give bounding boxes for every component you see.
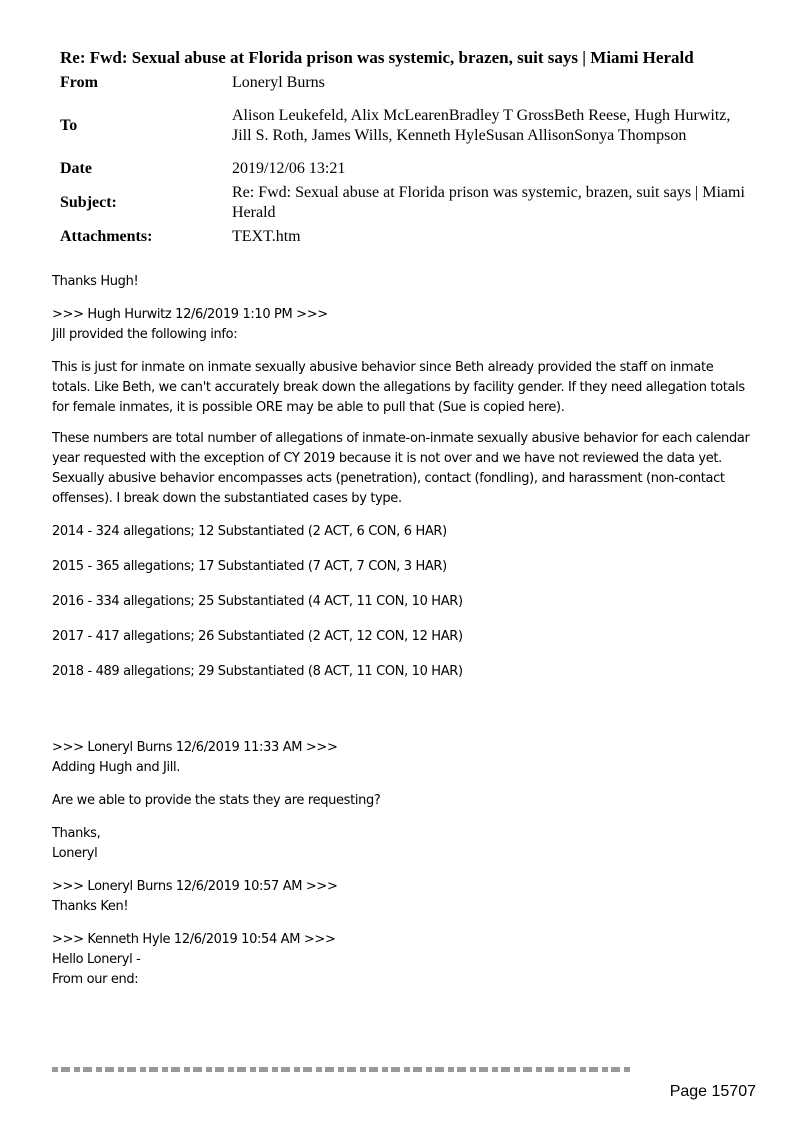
body-paragraph: Thanks Hugh! [52, 274, 139, 289]
signature: Loneryl [52, 846, 98, 861]
stat-line: 2018 - 489 allegations; 29 Substantiated (8 ACT, 11 CON, 10 HAR) [52, 664, 463, 679]
quote-header: >>> Loneryl Burns 12/6/2019 11:33 AM >>> [52, 740, 338, 755]
body-paragraph: Are we able to provide the stats they are requesting? [52, 793, 381, 808]
stat-line: 2017 - 417 allegations; 26 Substantiated (2 ACT, 12 CON, 12 HAR) [52, 629, 463, 644]
quote-header: >>> Hugh Hurwitz 12/6/2019 1:10 PM >>> [52, 307, 328, 322]
subject-value: Re: Fwd: Sexual abuse at Florida prison was systemic, brazen, suit says | Miami Herald [232, 184, 745, 221]
date-row [60, 157, 750, 181]
body-paragraph: Jill provided the following info: [52, 327, 238, 342]
to-label: To [60, 117, 78, 134]
body-paragraph: Hello Loneryl - [52, 952, 141, 967]
cutoff-text-line [52, 1063, 652, 1075]
date-value: 2019/12/06 13:21 [232, 160, 346, 177]
from-row [60, 71, 750, 95]
to-row [60, 95, 750, 157]
page-number: Page 15707 [669, 1083, 756, 1100]
email-body [52, 272, 752, 990]
email-title-row [60, 48, 750, 71]
to-value: Alison Leukefeld, Alix McLearenBradley T GrossBeth Reese, Hugh Hurwitz, Jill S. Roth, James Wills, Kenneth HyleSusan AllisonSonya Thompson [232, 107, 731, 144]
email-header [60, 48, 750, 249]
subject-row [60, 181, 750, 225]
body-paragraph: This is just for inmate on inmate sexually abusive behavior since Beth already provided the staff on inmate totals. Like Beth, we can't accurately break down the allegations by facility gender. If they need allegation totals for female inmates, it is possible ORE may be able to pull that (Sue is copied here). [52, 360, 745, 415]
body-paragraph: Thanks Ken! [52, 899, 129, 914]
stat-line: 2015 - 365 allegations; 17 Substantiated (7 ACT, 7 CON, 3 HAR) [52, 559, 447, 574]
date-label: Date [60, 160, 92, 177]
stat-line: 2014 - 324 allegations; 12 Substantiated (2 ACT, 6 CON, 6 HAR) [52, 524, 447, 539]
attachments-label: Attachments: [60, 228, 153, 245]
signoff: Thanks, [52, 826, 101, 841]
attachments-value: TEXT.htm [232, 228, 301, 245]
from-label: From [60, 74, 98, 91]
body-paragraph: Adding Hugh and Jill. [52, 760, 181, 775]
body-paragraph: These numbers are total number of allegations of inmate-on-inmate sexually abusive behavior for each calendar year requested with the exception of CY 2019 because it is not over and we have not reviewed the data yet. Sexually abusive behavior encompasses acts (penetration), contact (fondling), and harassment (non-contact offenses). I break down the substantiated cases by type. [52, 431, 750, 506]
body-paragraph: From our end: [52, 972, 139, 987]
email-title: Re: Fwd: Sexual abuse at Florida prison was systemic, brazen, suit says | Miami Herald [60, 48, 694, 67]
quote-header: >>> Kenneth Hyle 12/6/2019 10:54 AM >>> [52, 932, 336, 947]
quote-header: >>> Loneryl Burns 12/6/2019 10:57 AM >>> [52, 879, 338, 894]
subject-label: Subject: [60, 194, 117, 211]
from-value: Loneryl Burns [232, 74, 325, 91]
attachments-row [60, 225, 750, 249]
stat-line: 2016 - 334 allegations; 25 Substantiated (4 ACT, 11 CON, 10 HAR) [52, 594, 463, 609]
